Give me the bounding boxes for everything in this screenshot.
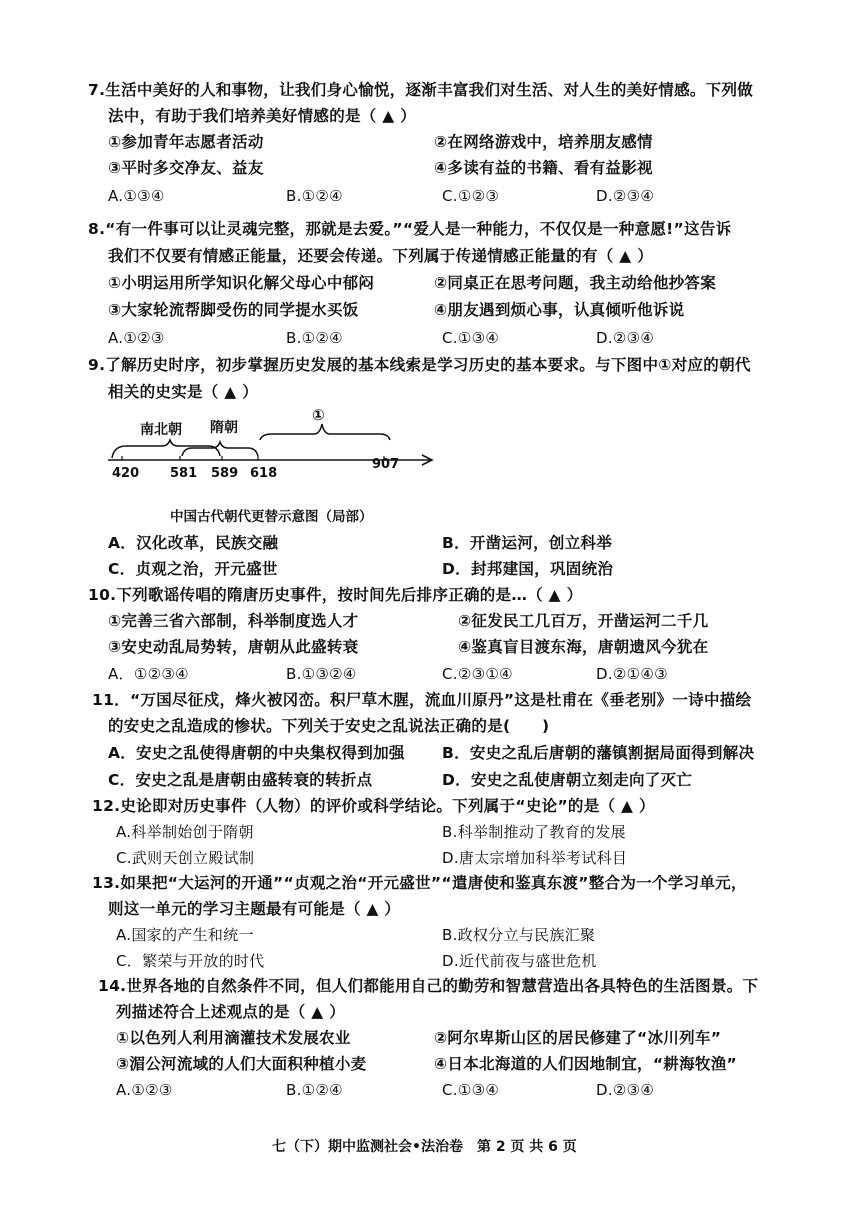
q14-stem-line2: 列描述符合上述观点的是（ ▲ ） — [116, 1003, 346, 1021]
q13-option-a: A.国家的产生和统一 — [116, 926, 254, 944]
page-footer: 七（下）期中监测社会•法治卷 第 2 页 共 6 页 — [272, 1139, 577, 1155]
q8-stem-line1: 8.“有一件事可以让灵魂完整，那就是去爱。”“爱人是一种能力，不仅仅是一种意愿!”这告诉 — [88, 220, 732, 238]
q13-option-d: D.近代前夜与盛世危机 — [442, 952, 597, 970]
q7-option-a: A.①③④ — [108, 187, 165, 205]
label-sui: 隋朝 — [210, 420, 238, 436]
q14-item-2: ②阿尔卑斯山区的居民修建了“冰川列车” — [434, 1029, 722, 1047]
q14-item-1: ①以色列人利用滴灌技术发展农业 — [116, 1029, 351, 1047]
dynasty-timeline-diagram — [100, 398, 450, 488]
q10-option-d: D.②①④③ — [596, 665, 668, 683]
q10-option-a: A．①②③④ — [108, 665, 189, 683]
q11-option-c: C．安史之乱是唐朝由盛转衰的转折点 — [108, 771, 373, 789]
tick-label-618: 618 — [250, 466, 278, 481]
brace-southern-northern — [112, 440, 220, 458]
tick-label-420: 420 — [112, 466, 140, 481]
tick-label-589: 589 — [211, 466, 239, 481]
q9-option-d: D．封邦建国，巩固统治 — [442, 560, 614, 578]
q12-option-d: D.唐太宗增加科举考试科目 — [442, 849, 628, 867]
q12-option-a: A.科举制始创于隋朝 — [116, 823, 254, 841]
q8-item-3: ③大家轮流帮脚受伤的同学提水买饭 — [108, 301, 359, 319]
q11-stem-line2: 的安史之乱造成的惨状。下列关于安史之乱说法正确的是( ) — [108, 717, 550, 735]
q8-option-a: A.①②③ — [108, 329, 165, 347]
q10-option-b: B.①③②④ — [286, 665, 357, 683]
q10-item-1: ①完善三省六部制，科举制度选人才 — [108, 612, 359, 630]
q7-item-1: ①参加青年志愿者活动 — [108, 133, 264, 151]
label-southern-northern: 南北朝 — [140, 422, 182, 438]
q13-option-c: C．繁荣与开放的时代 — [116, 952, 265, 970]
q10-item-2: ②征发民工几百万，开凿运河二千几 — [458, 612, 709, 630]
q12-option-b: B.科举制推动了教育的发展 — [442, 823, 626, 841]
q10-stem-line1: 10.下列歌谣传唱的隋唐历史事件，按时间先后排序正确的是…（ ▲ ） — [88, 586, 583, 604]
q14-option-d: D.②③④ — [596, 1081, 655, 1099]
q8-item-1: ①小明运用所学知识化解父母心中郁闷 — [108, 274, 375, 292]
q11-option-a: A．安史之乱使得唐朝的中央集权得到加强 — [108, 744, 405, 762]
q9-stem-line2: 相关的史实是（ ▲ ） — [108, 383, 259, 401]
q13-stem-line1: 13.如果把“大运河的开通”“贞观之治“开元盛世”“遣唐使和鉴真东渡”整合为一个学习单元， — [92, 874, 747, 892]
q7-option-c: C.①②③ — [442, 187, 500, 205]
q8-stem-line2: 我们不仅要有情感正能量，还要会传递。下列属于传递情感正能量的有（ ▲ ） — [108, 247, 654, 265]
q14-item-3: ③湄公河流域的人们大面积种植小麦 — [116, 1055, 367, 1073]
q11-option-d: D．安史之乱使唐朝立刻走向了灭亡 — [442, 771, 693, 789]
q9-option-b: B．开凿运河，创立科举 — [442, 534, 613, 552]
q9-figure-caption: 中国古代朝代更替示意图（局部） — [170, 509, 373, 525]
tick-label-581: 581 — [170, 466, 198, 481]
q7-stem-line2: 法中，有助于我们培养美好情感的是（ ▲ ） — [108, 107, 417, 125]
q13-option-b: B.政权分立与民族汇聚 — [442, 926, 596, 944]
tick-label-907: 907 — [372, 457, 400, 472]
q14-option-a: A.①②③ — [116, 1081, 173, 1099]
q8-option-c: C.①③④ — [442, 329, 500, 347]
q12-stem-line1: 12.史论即对历史事件（人物）的评价或科学结论。下列属于“史论”的是（ ▲ ） — [92, 797, 655, 815]
q8-item-4: ④朋友遇到烦心事，认真倾听他诉说 — [434, 301, 685, 319]
label-circled-1: ① — [312, 406, 325, 424]
q11-stem-line1: 11．“万国尽征戍，烽火被冈峦。积尸草木腥，流血川原丹”这是杜甫在《垂老别》一诗中描绘 — [92, 691, 752, 709]
q7-option-b: B.①②④ — [286, 187, 343, 205]
q10-item-4: ④鉴真盲目渡东海，唐朝遗风今犹在 — [458, 638, 709, 656]
q8-option-b: B.①②④ — [286, 329, 343, 347]
q11-option-b: B．安史之乱后唐朝的藩镇割据局面得到解决 — [442, 744, 755, 762]
q9-option-c: C．贞观之治，开元盛世 — [108, 560, 278, 578]
q9-stem-line1: 9.了解历史时序，初步掌握历史发展的基本线索是学习历史的基本要求。与下图中①对应的朝代 — [88, 356, 751, 374]
q12-option-c: C.武则天创立殿试制 — [116, 849, 255, 867]
q7-item-2: ②在网络游戏中，培养朋友感情 — [434, 133, 653, 151]
brace-unknown-dynasty — [260, 424, 390, 440]
q10-item-3: ③安史动乱局势转，唐朝从此盛转衰 — [108, 638, 359, 656]
q14-item-4: ④日本北海道的人们因地制宜，“耕海牧渔” — [434, 1055, 737, 1073]
q10-option-c: C.②③①④ — [442, 665, 513, 683]
q7-stem-line1: 7.生活中美好的人和事物，让我们身心愉悦，逐渐丰富我们对生活、对人生的美好情感。下列做 — [88, 81, 754, 99]
q14-option-c: C.①③④ — [442, 1081, 500, 1099]
q8-item-2: ②同桌正在思考问题，我主动给他抄答案 — [434, 274, 717, 292]
q7-item-4: ④多读有益的书籍、看有益影视 — [434, 159, 653, 177]
q8-option-d: D.②③④ — [596, 329, 655, 347]
q9-option-a: A．汉化改革，民族交融 — [108, 534, 279, 552]
q7-option-d: D.②③④ — [596, 187, 655, 205]
q13-stem-line2: 则这一单元的学习主题最有可能是（ ▲ ） — [108, 900, 401, 918]
q14-option-b: B.①②④ — [286, 1081, 343, 1099]
q14-stem-line1: 14.世界各地的自然条件不同，但人们都能用自己的勤劳和智慧营造出各具特色的生活图景。下 — [98, 977, 759, 995]
q7-item-3: ③平时多交净友、益友 — [108, 159, 264, 177]
